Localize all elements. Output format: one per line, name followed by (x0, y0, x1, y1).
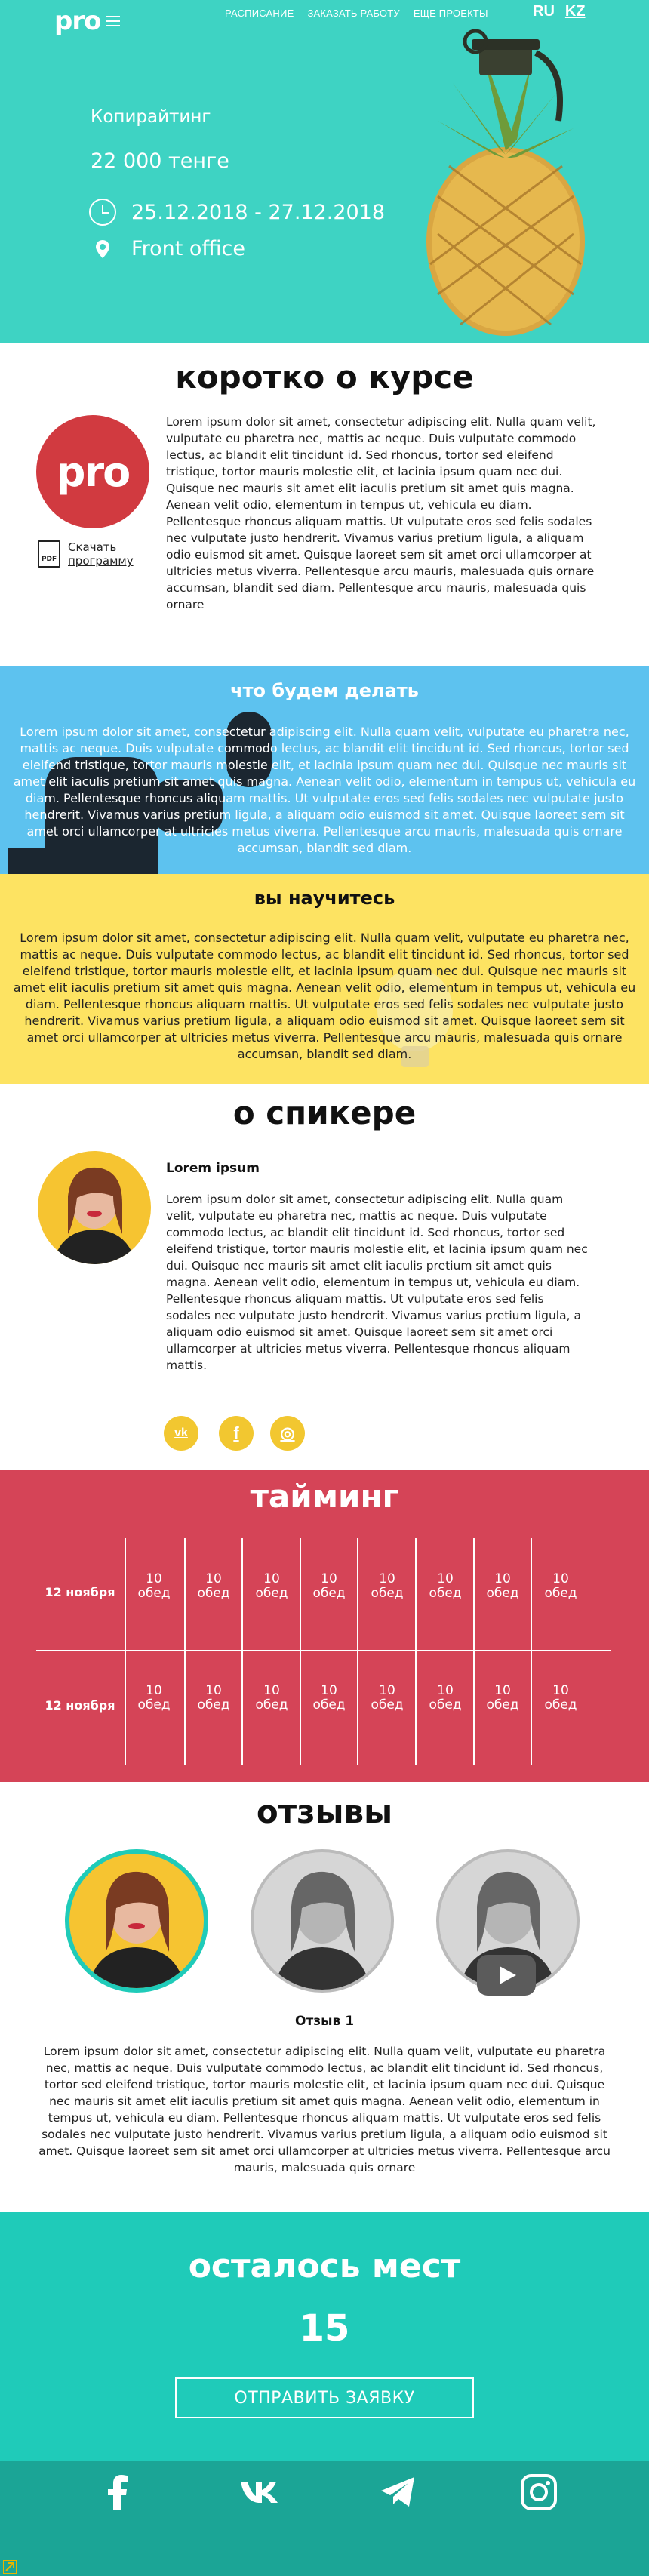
timing-cell: 10 обед (371, 1571, 404, 1601)
timing-section (0, 1470, 649, 1782)
instagram-icon[interactable] (520, 2473, 558, 2511)
timing-cell: 10 обед (137, 1683, 171, 1713)
about-title: коротко о курсе (175, 359, 474, 395)
timing-cell: 10 обед (544, 1571, 577, 1601)
what-we-do-text: Lorem ipsum dolor sit amet, consectetur adipiscing elit. Nulla quam velit, vulputate eu pharetra nec, mattis ac neque. Duis vulputate commodo lectus, ac blandit elit tincidunt id. Sed rhoncus, tortor sed eleifend tristique, tortor mauris molestie elit, et lacinia ipsum quam nec dui. Quisque nec mauris sit amet elit iaculis pretium sit amet quis magna. Aenean velit odio, elementum in tempus ut, vehicula eu diam. Pellentesque rhoncus aliquam mattis. Ut vulputate eros sed felis sodales nec vulputate justo hendrerit. Vivamus varius pretium ligula, a aliquam odio euismod sit amet. Quisque laoreet sem sit amet orci ullamcorper at ultricies metus viverra. Pellentesque arcu mauris, malesuada quis ornare accumsan, blandit sed diam. (13, 725, 636, 855)
menu-icon[interactable] (106, 16, 120, 26)
download-program-link[interactable] (38, 540, 151, 568)
timing-cell: 10 обед (486, 1683, 519, 1713)
nav-more-projects[interactable]: ЕЩЕ ПРОЕКТЫ (413, 8, 488, 19)
vk-icon[interactable] (164, 1416, 198, 1451)
course-price: 22 000 тенге (91, 149, 229, 173)
review-text: Lorem ipsum dolor sit amet, consectetur adipiscing elit. Nulla quam velit, vulputate eu pharetra nec, mattis ac neque. Duis vulputate commodo lectus, ac blandit elit tincidunt id. Sed rhoncus, tortor sed eleifend tristique, tortor mauris molestie elit, et lacinia ipsum quam nec dui. Quisque nec mauris sit amet elit iaculis pretium sit amet quis magna. Aenean velit odio, elementum in tempus ut, vehicula eu diam. Pellentesque rhoncus aliquam mattis. Ut vulputate eros sed felis sodales nec vulputate justo hendrerit. Vivamus varius pretium ligula, a aliquam odio euismod sit amet. Quisque laoreet sem sit amet orci ullamcorper at ultricies metus viverra. Pellentesque arcu mauris, malesuada quis ornare (38, 2045, 611, 2174)
facebook-icon[interactable] (99, 2473, 137, 2511)
timing-cell: 10 обед (197, 1683, 230, 1713)
about-logo (36, 415, 149, 528)
instagram-icon[interactable] (270, 1416, 305, 1451)
speaker-title: о спикере (232, 1094, 417, 1131)
seats-count: 15 (299, 2307, 350, 2350)
learn-text: Lorem ipsum dolor sit amet, consectetur adipiscing elit. Nulla quam velit, vulputate eu pharetra nec, mattis ac neque. Duis vulputate commodo lectus, ac blandit elit tincidunt id. Sed rhoncus, tortor sed eleifend tristique, tortor mauris molestie elit, et lacinia ipsum quam nec dui. Quisque nec mauris sit amet elit iaculis pretium sit amet quis magna. Aenean velit odio, elementum in tempus ut, vehicula eu diam. Pellentesque rhoncus aliquam mattis. Ut vulputate eros sed felis sodales nec vulputate justo hendrerit. Vivamus varius pretium ligula, a aliquam odio euismod sit amet. Quisque laoreet sem sit amet orci ullamcorper at ultricies metus viverra. Pellentesque arcu mauris, malesuada quis ornare accumsan, blandit sed diam. (13, 931, 636, 1061)
logo-text: pro (54, 6, 101, 36)
review-caption: Отзыв 1 (294, 2014, 355, 2029)
speaker-avatar (38, 1151, 151, 1264)
timing-cell: 10 обед (312, 1571, 346, 1601)
course-location (95, 237, 245, 260)
location-pin-icon (95, 239, 110, 259)
play-video-icon[interactable] (477, 1955, 536, 1996)
learn-section (0, 874, 649, 1084)
lang-ru[interactable]: RU (533, 3, 555, 20)
language-switcher (533, 3, 586, 20)
vk-glyph: vk (174, 1426, 188, 1439)
timing-cell: 10 обед (429, 1571, 462, 1601)
about-logo-text: pro (56, 448, 130, 496)
nav-schedule[interactable]: РАСПИСАНИЕ (225, 8, 294, 19)
timing-cell: 10 обед (544, 1683, 577, 1713)
clock-icon (89, 199, 116, 226)
nav-order-work[interactable]: ЗАКАЗАТЬ РАБОТУ (307, 8, 400, 19)
site-logo[interactable] (54, 6, 120, 36)
facebook-icon[interactable] (219, 1416, 254, 1451)
review-avatar[interactable] (251, 1849, 394, 1993)
course-location-text: Front office (131, 237, 245, 260)
timing-cell: 10 обед (255, 1571, 288, 1601)
timing-day: 12 ноября (45, 1585, 115, 1599)
timing-title: тайминг (250, 1478, 399, 1515)
course-dates (89, 199, 385, 226)
timing-cell: 10 обед (371, 1683, 404, 1713)
seats-title: осталось мест (188, 2247, 461, 2285)
pineapple-grenade-image (392, 23, 619, 340)
timing-day: 12 ноября (45, 1698, 115, 1713)
timing-cell: 10 обед (429, 1683, 462, 1713)
lang-kz[interactable]: KZ (564, 3, 586, 20)
send-application-button[interactable]: ОТПРАВИТЬ ЗАЯВКУ (175, 2377, 474, 2418)
course-title: Копирайтинг (91, 107, 211, 127)
telegram-icon[interactable] (380, 2473, 417, 2511)
timing-cell: 10 обед (255, 1683, 288, 1713)
review-avatar-active[interactable] (65, 1849, 208, 1993)
facebook-glyph: f (233, 1423, 239, 1442)
what-we-do-section (0, 666, 649, 874)
instagram-glyph: ◎ (280, 1423, 295, 1442)
learn-title: вы научитесь (254, 888, 395, 909)
download-program-label: Скачать программу (68, 540, 134, 568)
timing-cell: 10 обед (312, 1683, 346, 1713)
vk-icon[interactable] (239, 2473, 280, 2511)
seats-section (0, 2212, 649, 2461)
main-nav (225, 8, 488, 19)
speaker-text: Lorem ipsum dolor sit amet, consectetur adipiscing elit. Nulla quam velit, vulputate eu pharetra nec, mattis ac neque. Duis vulputate commodo lectus, ac blandit elit tincidunt id. Sed rhoncus, tortor sed eleifend tristique, tortor mauris molestie elit, et lacinia ipsum quam nec dui. Quisque nec mauris sit amet elit iaculis pretium sit amet quis magna. Aenean velit odio, elementum in tempus ut, vehicula eu diam. Pellentesque rhoncus aliquam mattis. Ut vulputate eros sed felis sodales nec vulputate justo hendrerit. Vivamus varius pretium ligula, a aliquam odio euismod sit amet. Quisque laoreet sem sit amet orci ullamcorper at ultricies metus viverra. Pellentesque rhoncus aliquam mattis. (166, 1193, 588, 1372)
what-we-do-title: что будем делать (230, 680, 419, 701)
pdf-icon: PDF (38, 540, 60, 568)
speaker-name: Lorem ipsum (166, 1161, 260, 1176)
timing-cell: 10 обед (137, 1571, 171, 1601)
course-dates-text: 25.12.2018 - 27.12.2018 (131, 200, 386, 224)
hero-banner (0, 0, 649, 343)
timing-cell: 10 обед (486, 1571, 519, 1601)
scroll-top-icon[interactable] (3, 2560, 17, 2574)
about-text: Lorem ipsum dolor sit amet, consectetur adipiscing elit. Nulla quam velit, vulputate eu pharetra nec, mattis ac neque. Duis vulputate commodo lectus, ac blandit elit tincidunt id. Sed rhoncus, tortor sed eleifend tristique, tortor mauris molestie elit, et lacinia ipsum quam nec dui. Quisque nec mauris sit amet elit iaculis pretium sit amet quis magna. Aenean velit odio, elementum in tempus ut, vehicula eu diam. Pellentesque rhoncus aliquam mattis. Ut vulputate eros sed felis sodales nec vulputate justo hendrerit. Vivamus varius pretium ligula, a aliquam odio euismod sit amet. Quisque laoreet sem sit amet orci ullamcorper at ultricies metus viverra. Pellentesque arcu mauris, malesuada quis ornare accumsan, blandit sed diam. Pellentesque arcu mauris, malesuada quis ornare (166, 415, 596, 611)
timing-cell: 10 обед (197, 1571, 230, 1601)
grid-line (36, 1650, 611, 1651)
reviews-title: отзывы (256, 1793, 393, 1830)
